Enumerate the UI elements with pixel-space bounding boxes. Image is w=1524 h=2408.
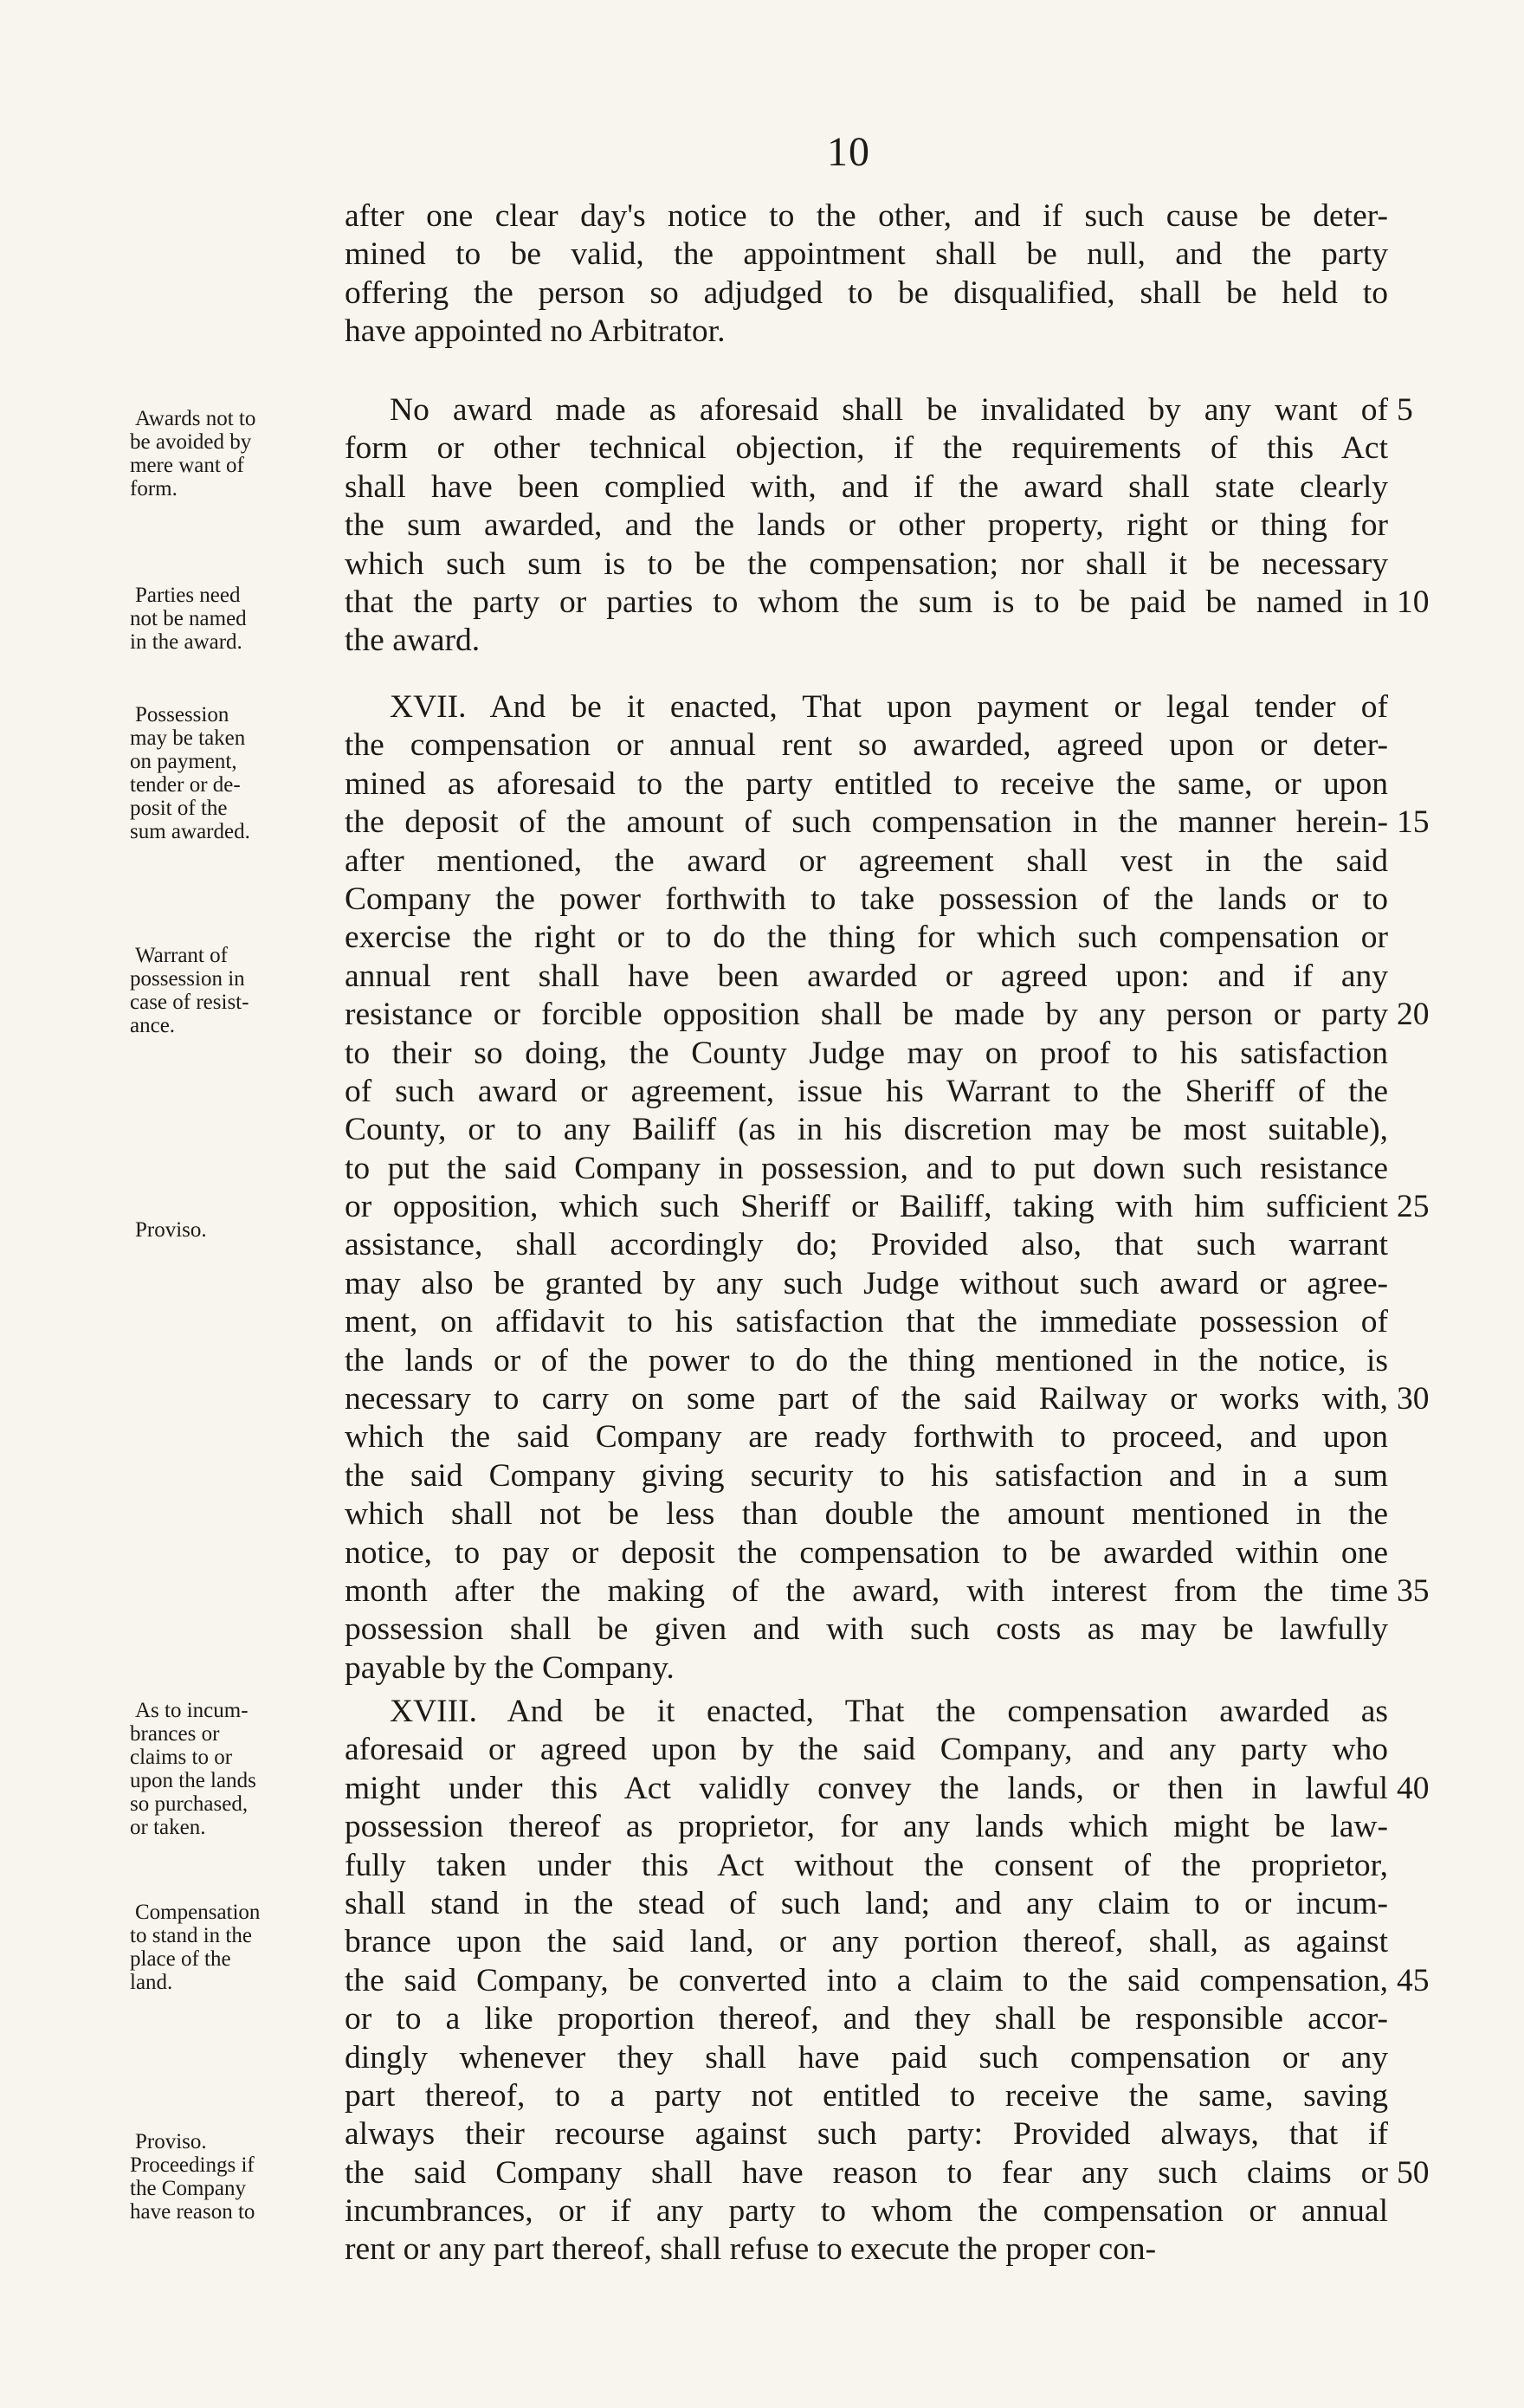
margin-note-line: case of resist- [130, 991, 249, 1014]
text-line: possession shall be given and with such costs as may be lawfully [345, 1611, 1388, 1648]
text-line: mined to be valid, the appointment shall be null, and the party [345, 236, 1388, 273]
text-line: may also be granted by any such Judge without such award or agree- [345, 1265, 1388, 1301]
margin-note-parties-need-not-be-named [130, 584, 325, 654]
text-line: always their recourse against such party: Provided always, that if [345, 2116, 1388, 2153]
margin-note-line: tender or de- [130, 773, 241, 797]
margin-note-line: possession in [130, 967, 245, 991]
margin-note-line: Awards not to [135, 407, 256, 430]
text-line: the award. [345, 623, 481, 659]
text-line: notice, to pay or deposit the compensation to be awarded within one [345, 1534, 1388, 1571]
text-line: which such sum is to be the compensation; nor shall it be necessary [345, 546, 1388, 582]
margin-note-line: be avoided by [130, 430, 252, 454]
text-line: after one clear day's notice to the other, and if such cause be deter- [345, 198, 1388, 234]
paragraph-3-section-xvii [345, 688, 1430, 1688]
margin-note-proviso [130, 1218, 325, 1242]
text-line: form or other technical objection, if the requirements of this Act [345, 430, 1388, 467]
text-line: aforesaid or agreed upon by the said Company, and any party who [345, 1732, 1388, 1768]
text-line: to put the said Company in possession, and to put down such resistance [345, 1150, 1388, 1186]
line-number: 45 [1397, 1962, 1430, 1998]
margin-note-line: Compensation [135, 1901, 261, 1924]
margin-note-compensation-stead [130, 1901, 325, 1994]
text-line: assistance, shall accordingly do; Provided also, that such warrant [345, 1227, 1388, 1263]
margin-note-line: to stand in the [130, 1924, 252, 1947]
margin-note-line: Proviso. [135, 1218, 207, 1242]
line-number: 50 [1397, 2154, 1430, 2191]
margin-note-line: brances or [130, 1722, 220, 1746]
text-line: the said Company shall have reason to fear any such claims or 50 [345, 2154, 1388, 2192]
text-line: exercise the right or to do the thing for which such compensation or [345, 920, 1388, 956]
margin-note-line: form. [130, 477, 178, 500]
text-line: the deposit of the amount of such compensation in the manner herein- 15 [345, 804, 1388, 842]
text-line: incumbrances, or if any party to whom the compensation or annual [345, 2193, 1388, 2230]
text-line: the said Company giving security to his satisfaction and in a sum [345, 1457, 1388, 1494]
margin-note-possession-may-be-taken [130, 703, 325, 843]
margin-note-line: Parties need [135, 584, 241, 607]
line-number: 5 [1397, 392, 1413, 428]
margin-note-line: place of the [130, 1947, 231, 1971]
page-number: 10 [827, 129, 870, 175]
text-line: No award made as aforesaid shall be invalidated by any want of 5 [345, 391, 1388, 429]
line-number: 10 [1397, 584, 1430, 620]
margin-note-line: claims to or [130, 1746, 233, 1769]
line-number: 25 [1397, 1189, 1430, 1225]
margin-note-line: Proceedings if [130, 2153, 255, 2177]
text-line: the sum awarded, and the lands or other property, right or thing for [345, 507, 1388, 544]
text-line: or to a like proportion thereof, and they shall be responsible accor- [345, 2001, 1388, 2037]
line-number: 35 [1397, 1572, 1430, 1609]
margin-note-line: mere want of [130, 454, 244, 477]
line-number: 30 [1397, 1381, 1430, 1417]
text-line: after mentioned, the award or agreement shall vest in the said [345, 842, 1388, 879]
text-line: Company the power forthwith to take possession of the lands or to [345, 881, 1388, 917]
text-line: which shall not be less than double the amount mentioned in the [345, 1496, 1388, 1533]
paragraph-4-section-xviii [345, 1693, 1430, 2269]
margin-note-incumbrances [130, 1699, 325, 1839]
text-line: of such award or agreement, issue his Warrant to the Sheriff of the [345, 1073, 1388, 1109]
text-line: necessary to carry on some part of the said Railway or works with, 30 [345, 1380, 1388, 1418]
text-line: the lands or of the power to do the thing mentioned in the notice, is [345, 1342, 1388, 1378]
text-line: ment, on affidavit to his satisfaction that the immediate possession of [345, 1304, 1388, 1340]
text-line: brance upon the said land, or any portion thereof, shall, as against [345, 1924, 1388, 1960]
text-line: fully taken under this Act without the consent of the proprietor, [345, 1847, 1388, 1883]
text-line: shall have been complied with, and if the award shall state clearly [345, 468, 1388, 505]
text-line: have appointed no Arbitrator. [345, 313, 726, 350]
margin-note-line: Proviso. [135, 2130, 207, 2153]
margin-note-line: land. [130, 1971, 173, 1994]
text-line: which the said Company are ready forthwith to proceed, and upon [345, 1419, 1388, 1456]
text-line: possession thereof as proprietor, for any lands which might be law- [345, 1809, 1388, 1845]
margin-note-line: on payment, [130, 750, 237, 773]
margin-note-line: upon the lands [130, 1769, 256, 1792]
text-line: part thereof, to a party not entitled to receive the same, saving [345, 2077, 1388, 2114]
text-line: offering the person so adjudged to be disqualified, shall be held to [345, 274, 1388, 311]
text-line: resistance or forcible opposition shall be made by any person or party 20 [345, 996, 1388, 1034]
text-line: mined as aforesaid to the party entitled to receive the same, or upon [345, 765, 1388, 802]
text-line: annual rent shall have been awarded or agreed upon: and if any [345, 958, 1388, 994]
text-line: County, or to any Bailiff (as in his discretion may be most suitable), [345, 1112, 1388, 1148]
text-line: or opposition, which such Sheriff or Bailiff, taking with him sufficient 25 [345, 1188, 1388, 1226]
paragraph-2 [345, 391, 1430, 661]
text-line: the said Company, be converted into a claim to the said compensation, 45 [345, 1962, 1388, 2000]
margin-note-line: or taken. [130, 1816, 206, 1839]
margin-note-line: ance. [130, 1014, 176, 1037]
margin-note-line: have reason to [130, 2200, 255, 2224]
text-line: the compensation or annual rent so awarded, agreed upon or deter- [345, 727, 1388, 764]
text-line: to their so doing, the County Judge may on proof to his satisfaction [345, 1035, 1388, 1071]
text-line: dingly whenever they shall have paid such compensation or any [345, 2039, 1388, 2076]
text-line: shall stand in the stead of such land; and any claim to or incum- [345, 1885, 1388, 1921]
margin-note-line: Warrant of [135, 944, 228, 967]
text-line: might under this Act validly convey the lands, or then in lawful 40 [345, 1770, 1388, 1808]
margin-note-awards-not-avoided [130, 407, 325, 500]
margin-note-line: posit of the [130, 797, 228, 820]
text-line: XVIII. And be it enacted, That the compensation awarded as [390, 1694, 1388, 1729]
margin-note-warrant-of-possession [130, 944, 325, 1037]
text-line: payable by the Company. [345, 1649, 675, 1686]
margin-note-line: sum awarded. [130, 820, 250, 843]
margin-note-line: so purchased, [130, 1792, 249, 1816]
margin-note-line: may be taken [130, 726, 246, 750]
text-line: XVII. And be it enacted, That upon payment or legal tender of [390, 689, 1388, 725]
text-line: month after the making of the award, with interest from the time 35 [345, 1572, 1388, 1611]
line-number: 20 [1397, 997, 1430, 1033]
margin-note-proviso-proceedings [130, 2130, 325, 2224]
text-line: that the party or parties to whom the sum is to be paid be named in 10 [345, 584, 1388, 622]
text-line: rent or any part thereof, shall refuse to execute the proper con- [345, 2231, 1157, 2268]
margin-note-line: the Company [130, 2177, 247, 2200]
margin-note-line: As to incum- [135, 1699, 249, 1722]
line-number: 15 [1397, 804, 1430, 841]
line-number: 40 [1397, 1770, 1430, 1806]
margin-note-line: not be named [130, 607, 247, 630]
margin-note-line: Possession [135, 703, 229, 726]
margin-note-line: in the award. [130, 630, 242, 654]
paragraph-1 [345, 197, 1388, 352]
